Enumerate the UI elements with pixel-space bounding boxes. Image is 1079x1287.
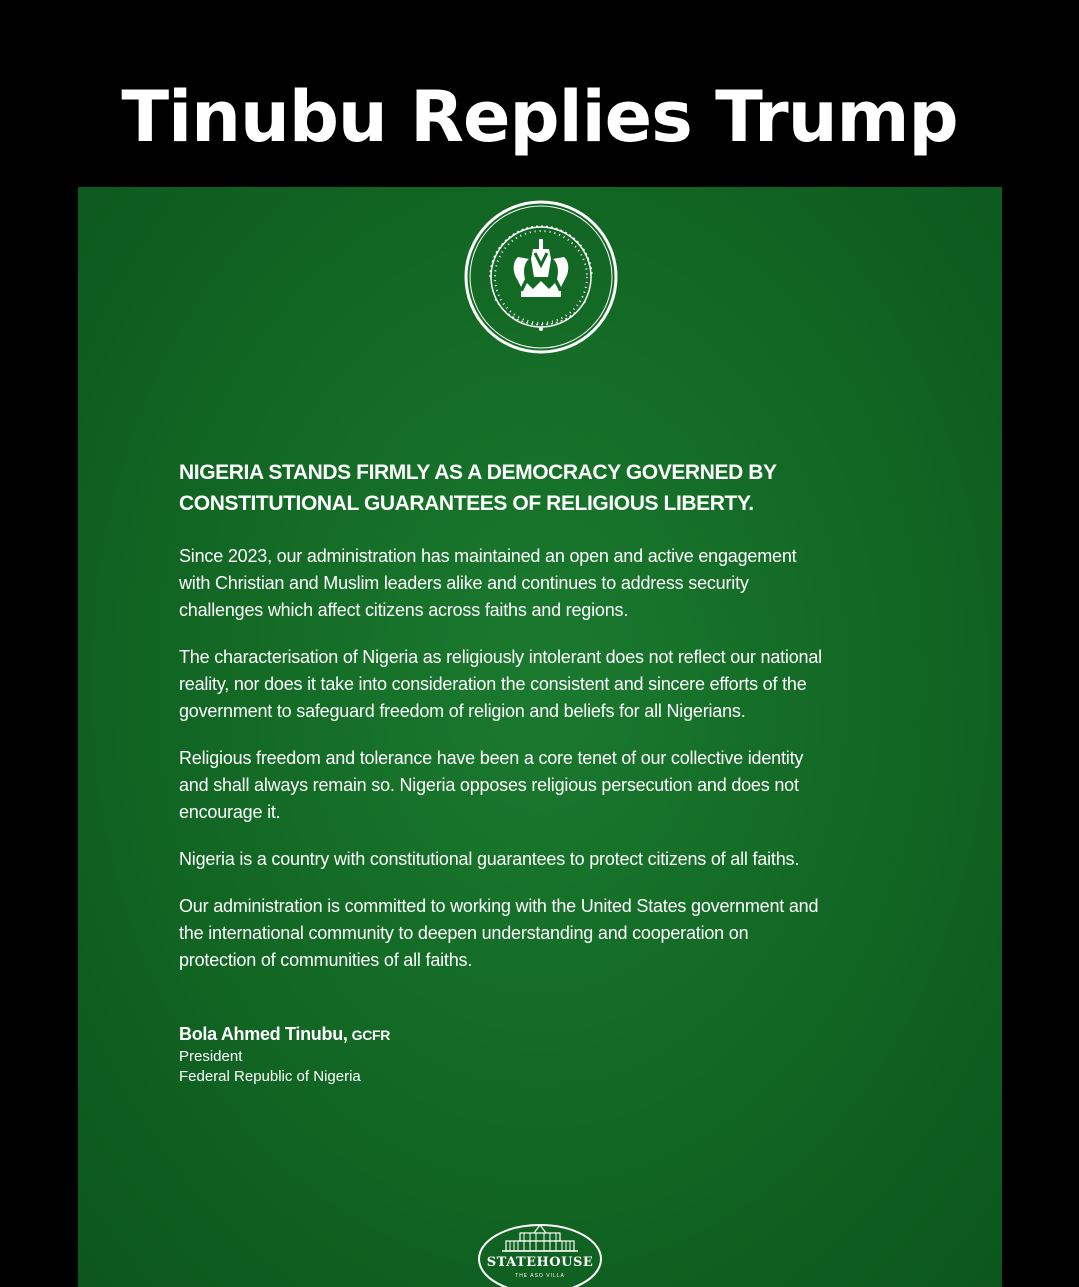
paragraph-line: the international community to deepen understanding and cooperation on <box>179 923 749 943</box>
paragraph-line: challenges which affect citizens across faiths and regions. <box>179 600 629 620</box>
statement-heading <box>179 457 919 519</box>
headline: Tinubu Replies Trump <box>121 76 958 158</box>
paragraph-line: reality, nor does it take into consideration the consistent and sincere efforts of the <box>179 674 807 694</box>
heading-line: NIGERIA STANDS FIRMLY AS A DEMOCRACY GOVERNED BY <box>179 461 777 484</box>
signatory-country: Federal Republic of Nigeria <box>179 1068 361 1085</box>
heading-line: CONSTITUTIONAL GUARANTEES OF RELIGIOUS LIBERTY. <box>179 492 754 515</box>
presidential-seal-icon <box>463 199 619 355</box>
paragraph-line: and shall always remain so. Nigeria opposes religious persecution and does not <box>179 775 799 795</box>
paragraph-line: protection of communities of all faiths. <box>179 950 473 970</box>
signatory-post-nominal: GCFR <box>351 1027 391 1043</box>
paragraph-line: The characterisation of Nigeria as religiously intolerant does not reflect our national <box>179 647 822 667</box>
statehouse-logo <box>476 1217 604 1287</box>
statement-paragraph <box>179 893 919 974</box>
statement-paragraph <box>179 745 919 826</box>
paragraph-line: government to safeguard freedom of religion and beliefs for all Nigerians. <box>179 701 746 721</box>
paragraph-line: Nigeria is a country with constitutional guarantees to protect citizens of all faiths. <box>179 849 800 869</box>
signatory-title: President <box>179 1048 243 1065</box>
paragraph-line: Our administration is committed to working with the United States government and <box>179 896 819 916</box>
statement-body <box>179 457 919 994</box>
paragraph-line: with Christian and Muslim leaders alike and continues to address security <box>179 573 749 593</box>
statehouse-name: STATEHOUSE <box>486 1255 594 1270</box>
paragraph-line: Since 2023, our administration has maintained an open and active engagement <box>179 546 797 566</box>
signatory-line <box>179 1022 390 1047</box>
paragraph-line: encourage it. <box>179 802 281 822</box>
statehouse-subtitle: THE ASO VILLA <box>515 1273 565 1279</box>
statement-paragraph <box>179 846 919 873</box>
statement-paragraph <box>179 543 919 624</box>
statement-panel <box>78 187 1002 1287</box>
statement-paragraph <box>179 644 919 725</box>
signatory-name: Bola Ahmed Tinubu, <box>179 1024 348 1044</box>
signature-block <box>179 1022 390 1087</box>
paragraph-line: Religious freedom and tolerance have been a core tenet of our collective identity <box>179 748 804 768</box>
